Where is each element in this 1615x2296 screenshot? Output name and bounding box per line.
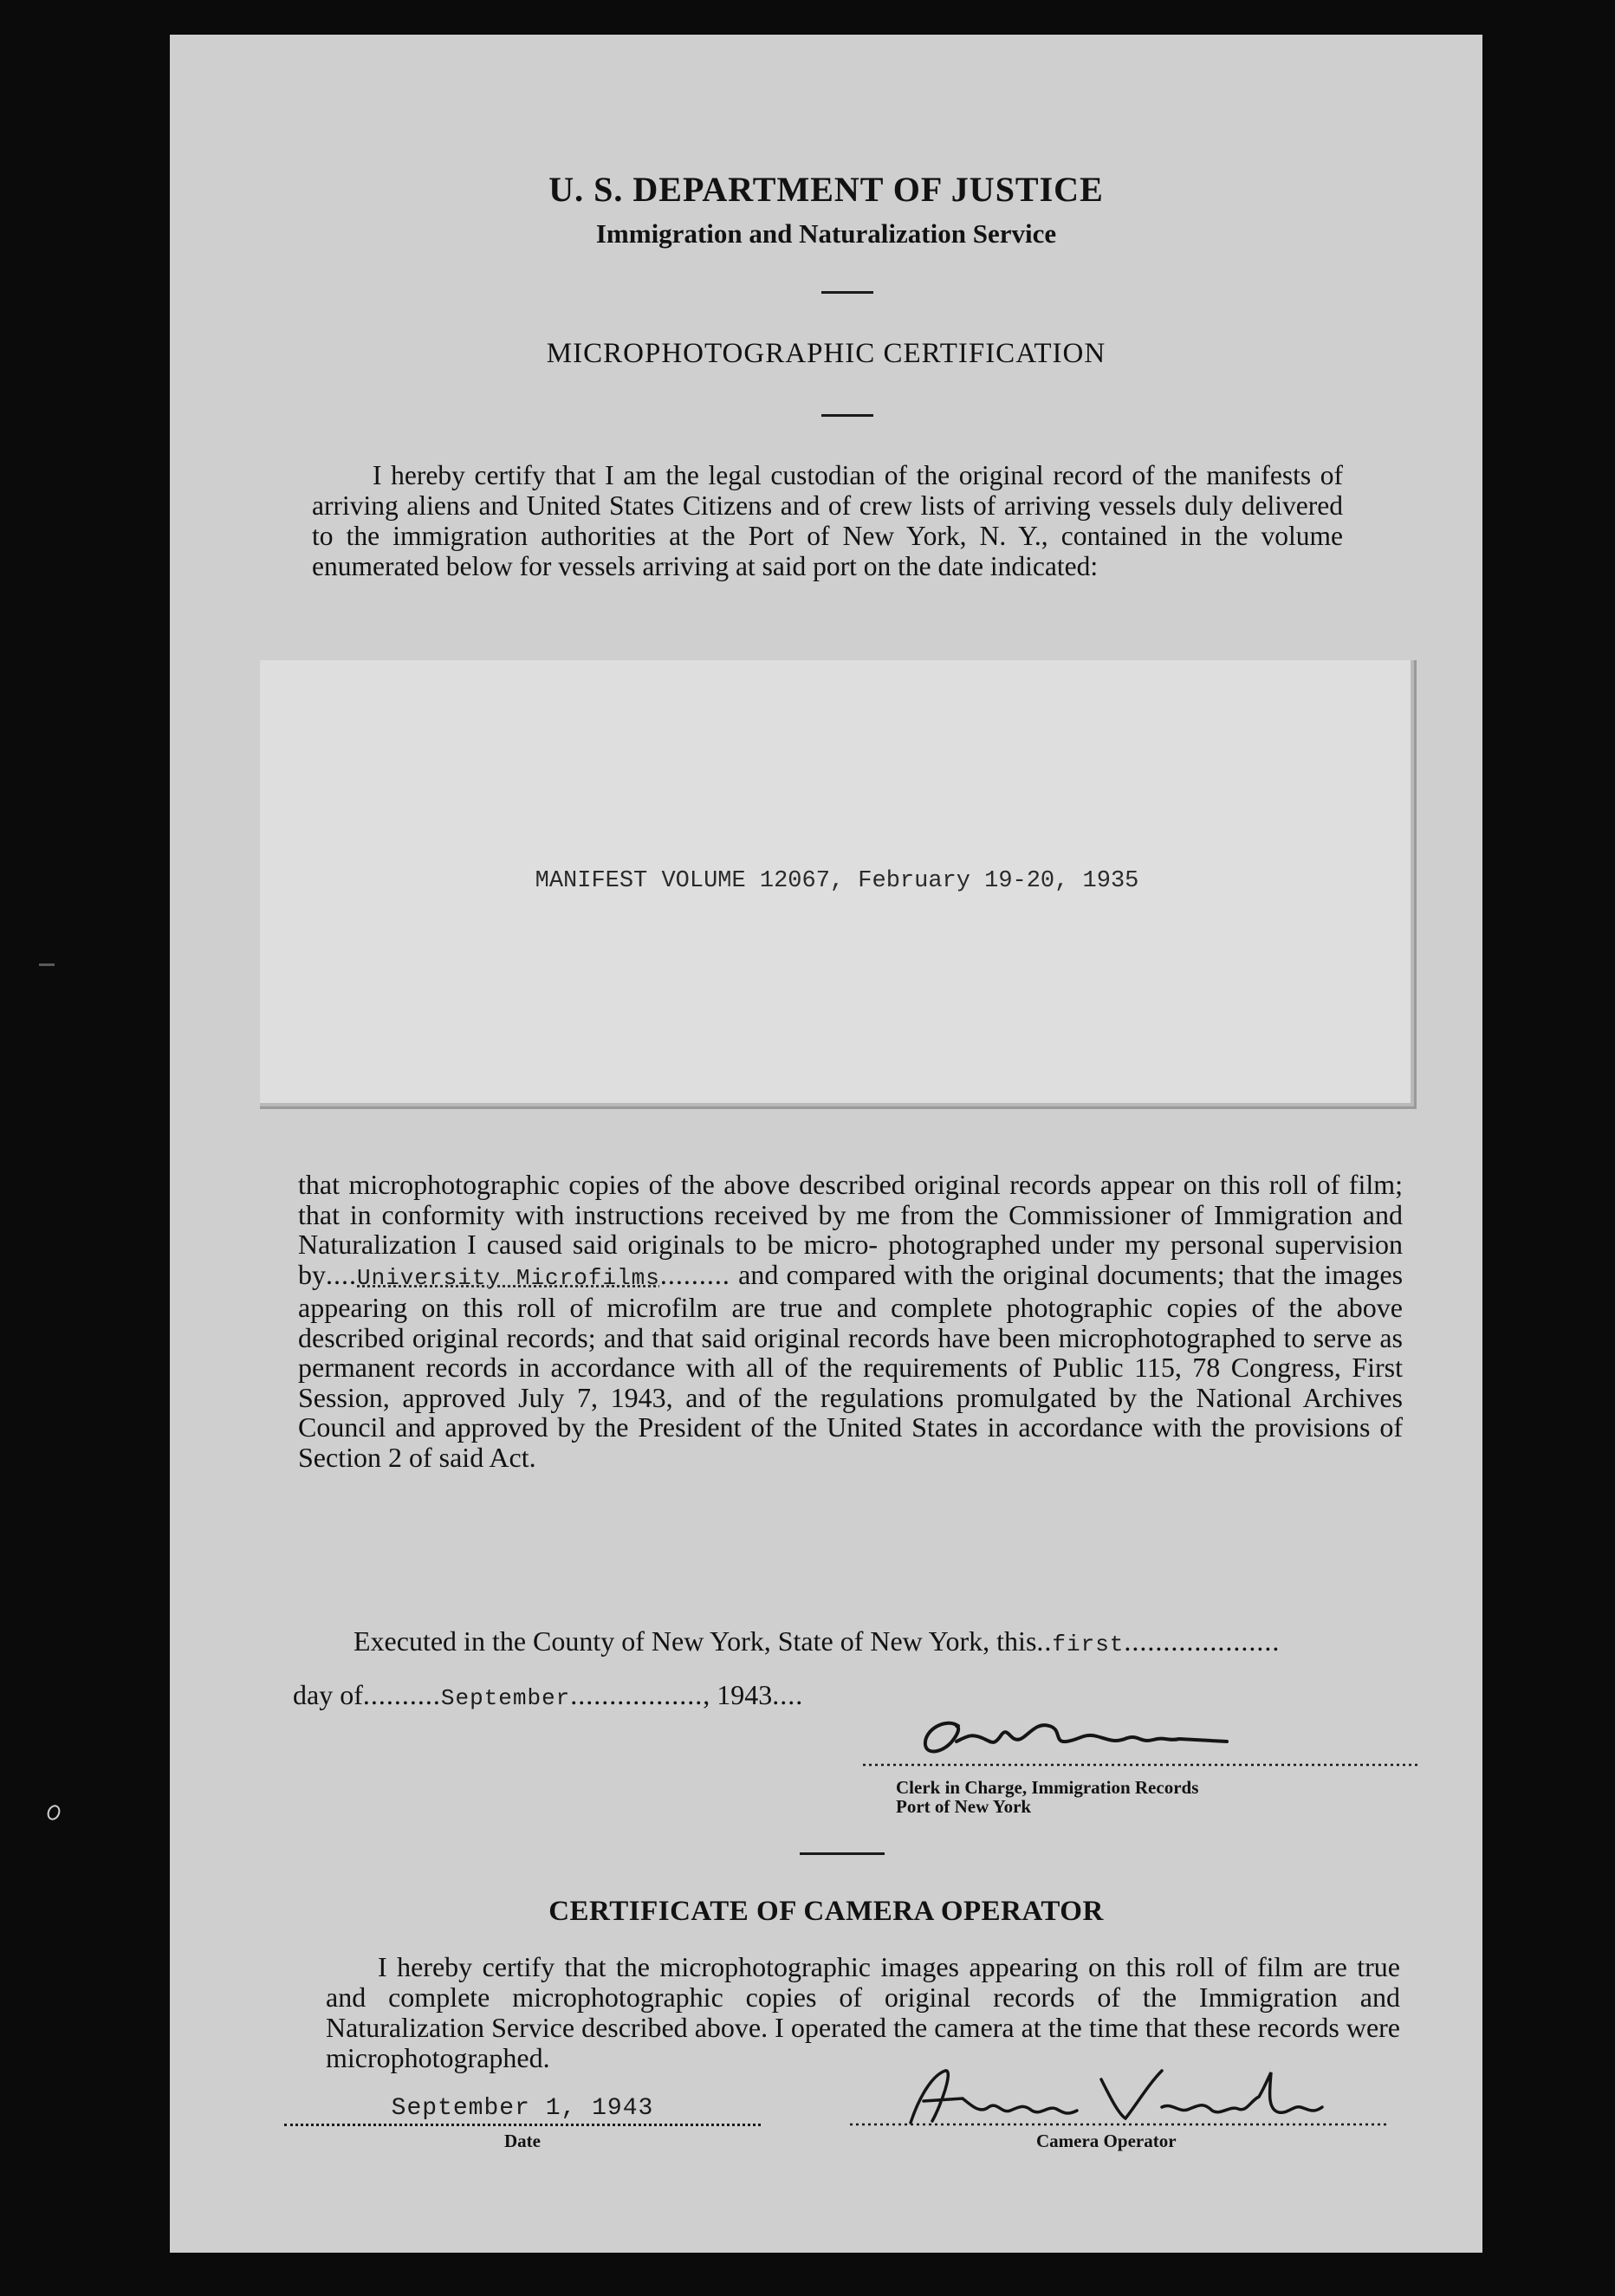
intro-paragraph: I hereby certify that I am the legal custodian of the original record of the manifests of arriving aliens and United States Citizens and of crew lists of arriving vessels duly delivered to the immigration authorities at the Port of New York, N. Y., contained in the volume enumerated below for vessels arriving at said port on the date indicated: [312,460,1343,581]
operator-signature [850,2053,1387,2140]
clerk-title-line2: Port of New York [896,1796,1032,1817]
department-title: U. S. DEPARTMENT OF JUSTICE [548,170,1104,209]
signature-stroke [911,2071,1322,2123]
certification-heading: MICROPHOTOGRAPHIC CERTIFICATION [546,338,1106,369]
supervisor-name: University Microfilms [357,1264,660,1291]
body-lead: that microphotographic copies of the above described original records appear on this roll of film; that in conformity with instructions received by me from the Commissioner of Immigration and Naturalization I caused said originals to be micro- [298,1169,1403,1260]
scan-mark [45,1803,62,1822]
operator-label: Camera Operator [1036,2131,1177,2151]
signature-stroke [925,1723,1227,1752]
clerk-title [896,1778,1198,1816]
executed-year: , 1943 [703,1679,773,1710]
certificate-page [170,35,1482,2253]
date-dotted-line [284,2124,761,2126]
date-value: September 1, 1943 [391,2095,654,2122]
day-of-label: day of [293,1679,363,1710]
body-rest: and compared with the original documents; that the images appearing on this roll of microfilm are true and complete photographic copies of the above described original records; and that said original records have been microphotographed to serve as permanent records in accordance with all of the requirements of Public 115, 78 Congress, First Session, approved July 7, 1943, and of the regulations promulgated by the National Archives Council and approved by the President of the United States in accordance with the provisions of Section 2 of said Act. [298,1258,1404,1473]
supervision-prefix: photographed under my personal supervision by [298,1229,1404,1290]
executed-prefix: Executed in the County of New York, State of New York, this [353,1625,1037,1657]
executed-day: first [1052,1631,1125,1657]
clerk-signature [863,1691,1417,1778]
executed-line: Executed in the County of New York, State of New York, this..first.................... [353,1625,1281,1657]
body-paragraph: that microphotographic copies of the above described original records appear on this roll of film; that in conformity with instructions received by me from the Commissioner of Immigration and Naturalization I caused said originals to be micro- photographed under my personal supervision by....University Microfilms......... and compared with the original documents; that the images appearing on this roll of microfilm are true and complete photographic copies of the above described original records; and that said original records have been microphotographed to serve as permanent records in accordance with all of the requirements of Public 115, 78 Congress, First Session, approved July 7, 1943, and of the regulations promulgated by the National Archives Council and approved by the President of the United States in accordance with the provisions of Section 2 of said Act. [298,1169,1404,1473]
manifest-slip [260,660,1417,1109]
day-of-line: day of..........September................., 1943.... [293,1679,804,1711]
date-block [284,2095,761,2150]
manifest-label: MANIFEST VOLUME 12067, February 19-20, 1935 [535,868,1139,894]
divider-rule [821,291,873,294]
service-subtitle: Immigration and Naturalization Service [595,218,1057,249]
scan-mark [39,963,55,966]
date-label: Date [504,2131,541,2151]
divider-rule [821,414,873,417]
camera-heading: CERTIFICATE OF CAMERA OPERATOR [548,1896,1104,1927]
executed-month: September [440,1685,571,1711]
clerk-title-line1: Clerk in Charge, Immigration Records [896,1777,1199,1798]
camera-paragraph: I hereby certify that the microphotographic images appearing on this roll of film are true and complete microphotographic copies of original records of the Immigration and Naturalization Service described above. I operated the camera at the time that these records were microphotographed. [326,1951,1400,2073]
divider-rule [800,1852,885,1855]
